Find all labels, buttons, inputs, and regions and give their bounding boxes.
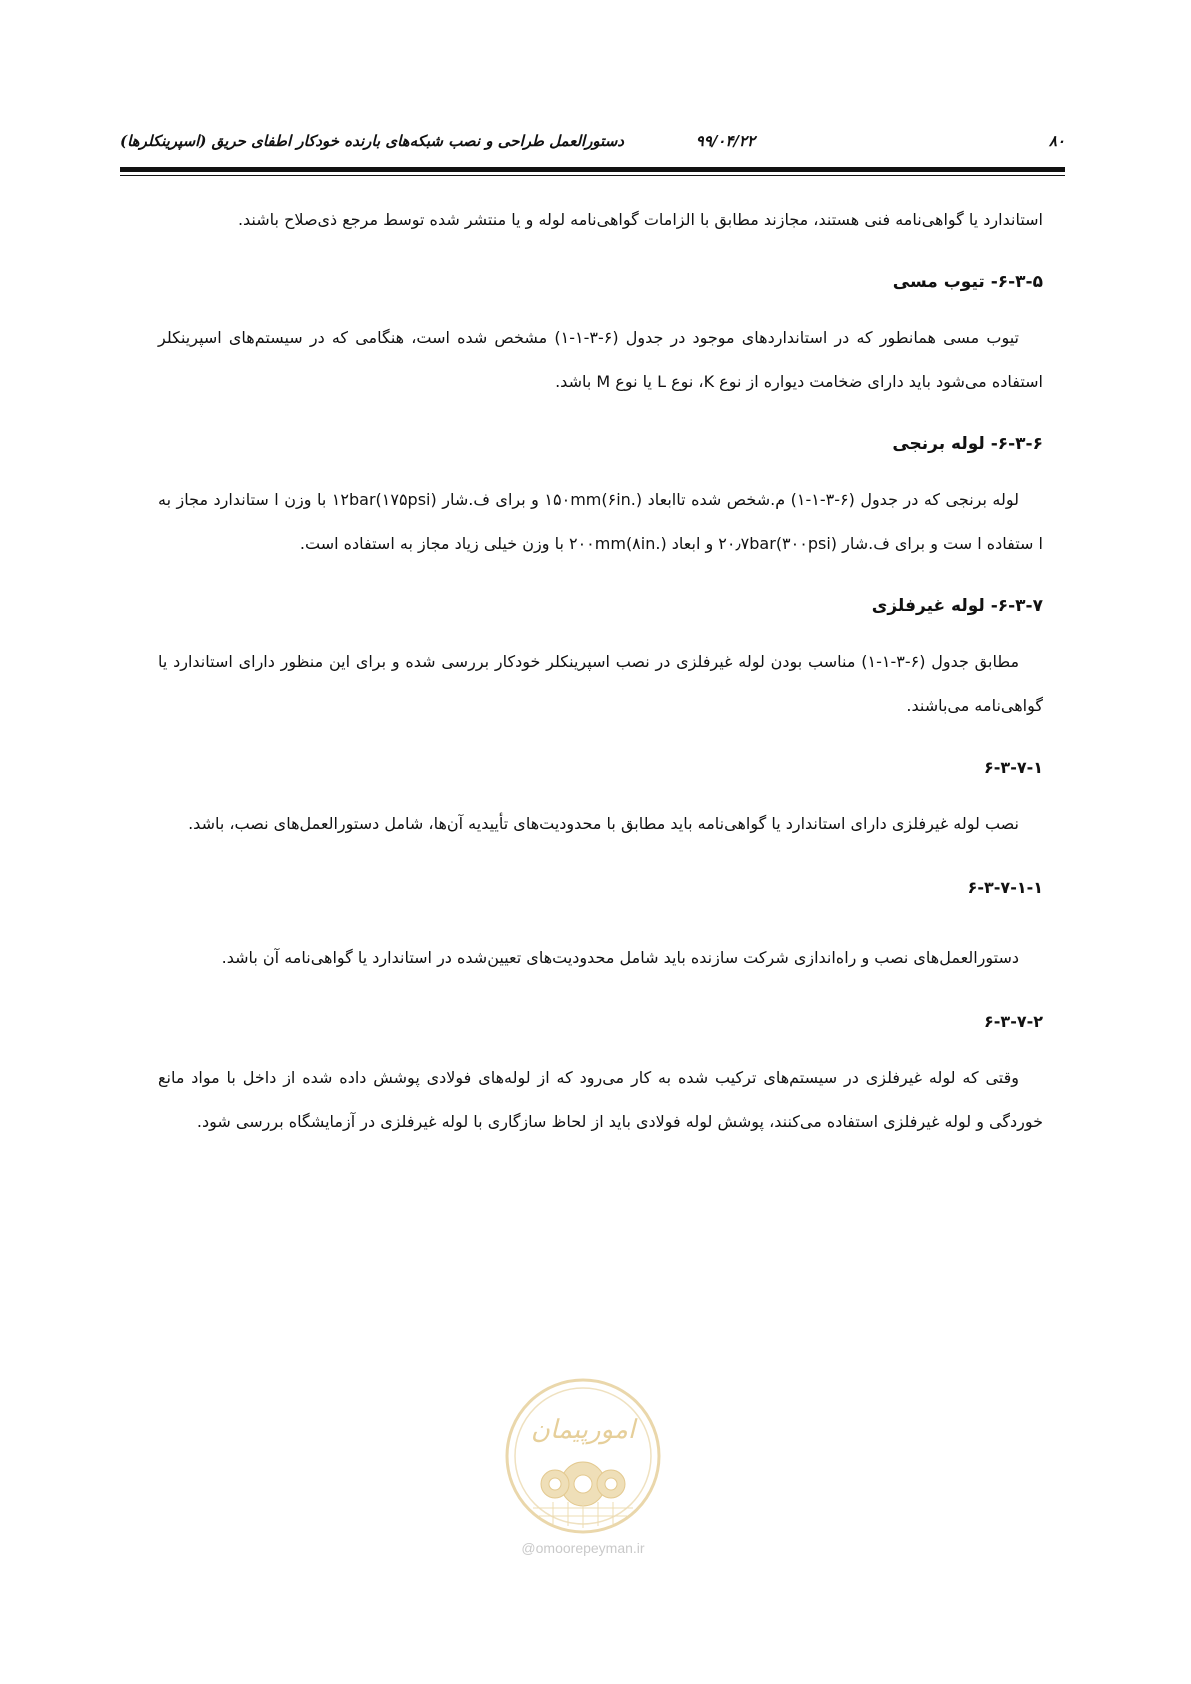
watermark-seal-logo — [503, 1376, 663, 1536]
subsection-number-6-3-7-2: ۶-۳-۷-۲ — [984, 1012, 1043, 1031]
page-header — [120, 128, 1065, 156]
watermark-logo-text: امورپیمان — [530, 1415, 636, 1445]
header-rule-thick — [120, 167, 1065, 172]
section-heading-6-3-7: ۶-۳-۷- لوله غیرفلزی — [871, 596, 1043, 616]
paragraph-6-3-7-1-1: دستورالعمل‌های نصب و راه‌اندازی شرکت سازنده باید شامل محدودیت‌های تعیین‌شده در استاندارد یا گواهی‌نامه آن باشد. — [221, 948, 1019, 967]
section-heading-6-3-6: ۶-۳-۶- لوله برنجی — [892, 434, 1043, 454]
paragraph-6-3-7-2: وقتی که لوله غیرفلزی در سیستم‌های ترکیب شده به کار می‌رود که از لوله‌های فولادی پوشش داده شده از داخل با مواد مانع خوردگی و لوله غیرفلزی استفاده می‌کنند، پوشش لوله فولادی باید از لحاظ سازگاری با لوله غیرفلزی در آزمایشگاه بررسی شود. — [158, 1068, 1043, 1131]
watermark-url: @omoorepeyman.ir — [521, 1540, 645, 1556]
paragraph-6-3-5: تیوب مسی همانطور که در استانداردهای موجود در جدول (۶-۳-۱-۱) مشخص شده است، هنگامی که در سیستم‌های اسپرینکلر استفاده می‌شود باید دارای ضخامت دیواره از نوع K، نوع L یا نوع M باشد. — [158, 328, 1043, 391]
section-heading-6-3-5: ۶-۳-۵- تیوب مسی — [892, 272, 1043, 292]
document-body — [158, 198, 1043, 1144]
header-rule-thin — [120, 175, 1065, 176]
paragraph-6-3-6: لوله برنجی که در جدول (۶-۳-۱-۱) م.شخص شده تاابعاد ۱۵۰mm(۶in.) و برای ف.شار ۱۲bar(۱۷۵psi) با وزن ا ستاندارد مجاز به ا ستفاده ا ست و برای ف.شار ۲۰٫۷bar(۳۰۰psi) و ابعاد ۲۰۰mm(۸in.) با وزن خیلی زیاد مجاز به استفاده است. — [158, 490, 1043, 553]
header-date: ۹۹/۰۴/۲۲ — [695, 132, 755, 150]
subsection-number-6-3-7-1: ۶-۳-۷-۱ — [984, 758, 1043, 777]
page-number: ۸۰ — [1048, 132, 1065, 150]
paragraph-6-3-7-1: نصب لوله غیرفلزی دارای استاندارد یا گواهی‌نامه باید مطابق با محدودیت‌های تأییدیه آن‌ها، شامل دستورالعمل‌های نصب، باشد. — [188, 814, 1019, 833]
paragraph-6-3-7: مطابق جدول (۶-۳-۱-۱) مناسب بودن لوله غیرفلزی در نصب اسپرینکلر خودکار بررسی شده و برای این منظور دارای استاندارد یا گواهی‌نامه می‌باشند. — [158, 652, 1043, 715]
header-title: دستورالعمل طراحی و نصب شبکه‌های بارنده خودکار اطفای حریق (اسپرینکلرها) — [120, 132, 624, 150]
intro-paragraph: استاندارد یا گواهی‌نامه فنی هستند، مجازند مطابق با الزامات گواهی‌نامه لوله و یا منتشر شده توسط مرجع ذی‌صلاح باشند. — [237, 210, 1043, 229]
subsection-number-6-3-7-1-1: ۶-۳-۷-۱-۱ — [967, 878, 1043, 897]
